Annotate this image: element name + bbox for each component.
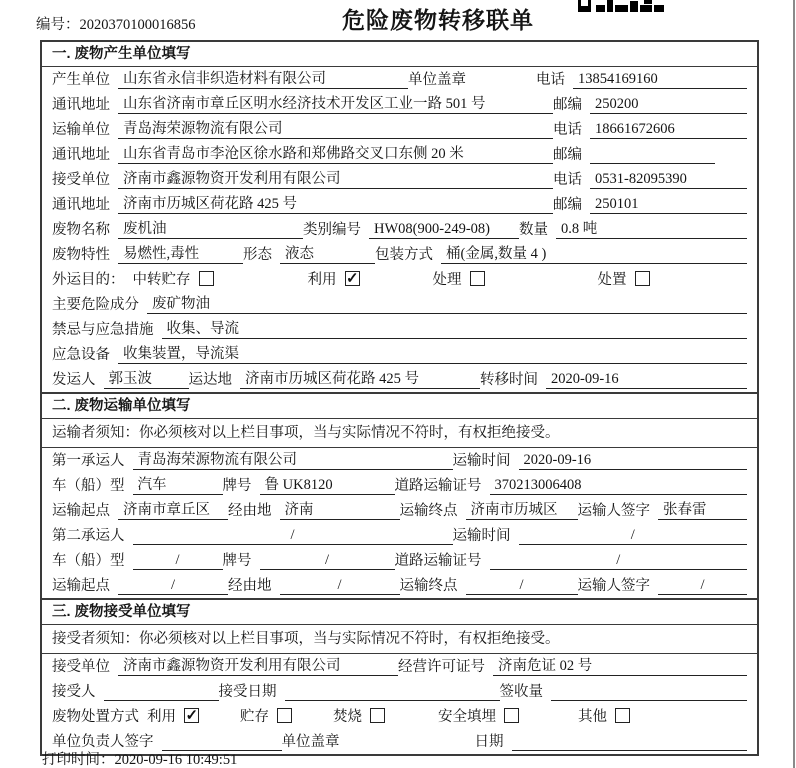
checkbox-field (598, 268, 650, 289)
form-row (42, 448, 757, 473)
field-label: 第一承运人 (52, 453, 125, 469)
field-label: 电话 (553, 172, 582, 188)
field-label: 运输起点 (52, 578, 110, 594)
field-label: 牌号 (222, 478, 252, 494)
field-value: 济南市历城区荷花路 425 号 (118, 195, 553, 214)
checkbox-unchecked-icon (635, 271, 650, 286)
field-value: / (280, 576, 400, 595)
field-value: 张春雷 (658, 501, 747, 520)
form-row (42, 548, 757, 573)
checkbox-field (333, 705, 438, 726)
form-row (42, 704, 757, 729)
form-row (42, 292, 757, 317)
field-label: 运达地 (188, 372, 232, 388)
checkbox-field (433, 268, 598, 289)
field-label: 运输终点 (399, 578, 458, 594)
field-label: 接受日期 (218, 684, 277, 700)
section-producer (42, 42, 757, 392)
field-label: 日期 (474, 734, 504, 750)
field-label: 经由地 (228, 578, 272, 594)
checkbox-unchecked-icon (615, 708, 630, 723)
section-transporter (42, 392, 757, 598)
field-value: 18661672606 (590, 120, 747, 139)
field-value: / (133, 551, 223, 570)
checkbox-checked-icon (345, 271, 360, 286)
checkbox-label: 中转贮存 (132, 272, 191, 288)
field-value: 鲁 UK8120 (260, 476, 395, 495)
field-label: 运输终点 (399, 503, 458, 519)
field-value: 0531-82095390 (590, 170, 747, 189)
form-row (42, 498, 757, 523)
field-label: 通讯地址 (52, 197, 110, 213)
form-row (42, 167, 757, 192)
section-receiver-title: 三. 废物接受单位填写 (42, 600, 757, 625)
field-value: 济南 (280, 501, 400, 520)
checkbox-field (578, 705, 630, 726)
field-label: 电话 (536, 72, 565, 88)
form-row (42, 367, 757, 392)
page-edge-line (793, 0, 795, 768)
field-label: 通讯地址 (52, 97, 110, 113)
field-label: 数量 (519, 222, 548, 238)
checkbox-field (147, 705, 240, 726)
form-row (42, 67, 757, 92)
checkbox-label: 贮存 (240, 709, 269, 725)
field-value: 山东省青岛市李沧区徐水路和郑佛路交叉口东侧 20 米 (118, 145, 553, 164)
checkbox-label: 安全填埋 (438, 709, 496, 725)
field-label: 邮编 (553, 97, 582, 113)
field-value: 济南市历城区 (466, 501, 578, 520)
field-label: 运输时间 (452, 528, 511, 544)
field-value: / (118, 576, 228, 595)
transporter-notice: 运输者须知：你必须核对以上栏目事项，当与实际情况不符时，有权拒绝接受。 (42, 419, 757, 448)
field-value: / (490, 551, 748, 570)
field-value: 济南市鑫源物资开发利用有限公司 (118, 170, 553, 189)
field-value: 青岛海荣源物流有限公司 (118, 120, 553, 139)
checkbox-unchecked-icon (470, 271, 485, 286)
field-label: 通讯地址 (52, 147, 110, 163)
field-value: 济南危证 02 号 (493, 657, 747, 676)
field-value: / (519, 526, 748, 545)
field-label: 转移时间 (480, 372, 538, 388)
field-label: 道路运输证号 (394, 478, 482, 494)
form-row (42, 92, 757, 117)
field-label: 废物名称 (52, 222, 110, 238)
field-value: / (260, 551, 395, 570)
form-row (42, 142, 757, 167)
field-label: 接受单位 (52, 659, 110, 675)
checkbox-field (438, 705, 578, 726)
field-value: 250101 (590, 195, 747, 214)
form-row (42, 317, 757, 342)
checkbox-label: 处理 (432, 272, 462, 288)
form-row (42, 267, 757, 292)
checkbox-label: 其他 (578, 709, 607, 725)
field-value: 250200 (590, 95, 747, 114)
field-label: 车（船）型 (52, 553, 125, 569)
field-label: 发运人 (52, 372, 96, 388)
field-value: 济南市鑫源物资开发利用有限公司 (118, 657, 398, 676)
field-value: HW08(900-249-08) (369, 220, 519, 239)
field-value: / (658, 576, 747, 595)
section-receiver (42, 598, 757, 754)
field-label: 禁忌与应急措施 (52, 322, 154, 338)
field-value: 2020-09-16 (546, 370, 747, 389)
field-value: 济南市历城区荷花路 425 号 (240, 370, 480, 389)
field-value: 收集装置，导流渠 (118, 345, 747, 364)
field-label: 车（船）型 (52, 478, 125, 494)
form-row (42, 217, 757, 242)
section-producer-rows (42, 67, 757, 392)
page-title: 危险废物转移联单 (342, 7, 534, 33)
field-label: 经由地 (228, 503, 272, 519)
field-value: 青岛海荣源物流有限公司 (133, 451, 453, 470)
field-value: 郭玉波 (104, 370, 189, 389)
field-label: 单位盖章 (281, 734, 340, 750)
checkbox-field (308, 268, 433, 289)
field-label: 形态 (243, 247, 272, 263)
checkbox-checked-icon (184, 708, 199, 723)
field-value (104, 682, 219, 701)
section-producer-title: 一. 废物产生单位填写 (42, 42, 757, 67)
document-header (0, 0, 796, 40)
field-label: 类别编号 (303, 222, 361, 238)
checkbox-label: 处置 (597, 272, 627, 288)
field-value: 370213006408 (490, 476, 748, 495)
field-value (512, 732, 748, 751)
form-row (42, 523, 757, 548)
document-number-label: 编号： (36, 17, 80, 33)
form-row (42, 473, 757, 498)
field-label: 运输人签字 (577, 578, 650, 594)
field-label: 邮编 (553, 197, 582, 213)
field-label: 单位负责人签字 (52, 734, 154, 750)
field-value: 废矿物油 (147, 295, 747, 314)
checkbox-label: 利用 (307, 272, 337, 288)
form-row (42, 242, 757, 267)
field-value: 山东省永信非织造材料有限公司 (118, 70, 408, 89)
field-label: 接受人 (52, 684, 96, 700)
receiver-notice: 接受者须知：你必须核对以上栏目事项，当与实际情况不符时，有权拒绝接受。 (42, 625, 757, 654)
field-value (551, 682, 747, 701)
field-label: 签收量 (499, 684, 543, 700)
field-label: 电话 (553, 122, 582, 138)
field-value: 2020-09-16 (519, 451, 748, 470)
field-value: 山东省济南市章丘区明水经济技术开发区工业一路 501 号 (118, 95, 553, 114)
field-label: 包装方式 (375, 247, 433, 263)
field-label: 第二承运人 (52, 528, 125, 544)
checkbox-unchecked-icon (277, 708, 292, 723)
field-value: 收集、导流 (162, 320, 748, 339)
field-label: 应急设备 (52, 347, 110, 363)
checkbox-label: 利用 (147, 709, 176, 725)
field-label: 外运目的： (52, 272, 125, 288)
field-label: 运输单位 (52, 122, 110, 138)
field-label: 经营许可证号 (398, 659, 485, 675)
form-row (42, 117, 757, 142)
field-label: 道路运输证号 (394, 553, 482, 569)
field-value: 13854169160 (573, 70, 747, 89)
form-row (42, 192, 757, 217)
field-value: 液态 (280, 245, 375, 264)
checkbox-field (133, 268, 308, 289)
form-row (42, 342, 757, 367)
checkbox-unchecked-icon (199, 271, 214, 286)
field-label: 主要危险成分 (52, 297, 139, 313)
form-row (42, 573, 757, 598)
checkbox-label: 焚烧 (333, 709, 362, 725)
field-label: 运输时间 (452, 453, 511, 469)
field-label: 废物特性 (52, 247, 110, 263)
form-row (42, 654, 757, 679)
field-value: 废机油 (118, 220, 303, 239)
field-label: 运输起点 (52, 503, 110, 519)
field-value: 0.8 吨 (556, 220, 747, 239)
checkbox-unchecked-icon (370, 708, 385, 723)
section-receiver-rows (42, 654, 757, 754)
section-transporter-rows (42, 448, 757, 598)
field-label: 单位盖章 (408, 72, 466, 88)
field-value (285, 682, 500, 701)
field-label: 牌号 (222, 553, 252, 569)
field-value: 易燃性,毒性 (118, 245, 243, 264)
manifest-form (40, 40, 759, 756)
print-timestamp: 打印时间：2020-09-16 10:49:51 (42, 752, 238, 768)
field-label: 运输人签字 (577, 503, 650, 519)
qr-code-fragment (578, 0, 664, 13)
document-number-value: 2020370100016856 (79, 17, 196, 33)
section-transporter-title: 二. 废物运输单位填写 (42, 394, 757, 419)
checkbox-unchecked-icon (504, 708, 519, 723)
field-label: 产生单位 (52, 72, 110, 88)
field-label: 废物处置方式 (52, 709, 139, 725)
field-label: 邮编 (553, 147, 582, 163)
field-value: 济南市章丘区 (118, 501, 228, 520)
form-row (42, 679, 757, 704)
field-value: 桶(金属,数量 4 ) (441, 245, 747, 264)
field-value (590, 145, 715, 164)
checkbox-field (240, 705, 333, 726)
field-label: 接受单位 (52, 172, 110, 188)
field-value: 汽车 (133, 476, 223, 495)
field-value: / (133, 526, 453, 545)
field-value: / (466, 576, 578, 595)
